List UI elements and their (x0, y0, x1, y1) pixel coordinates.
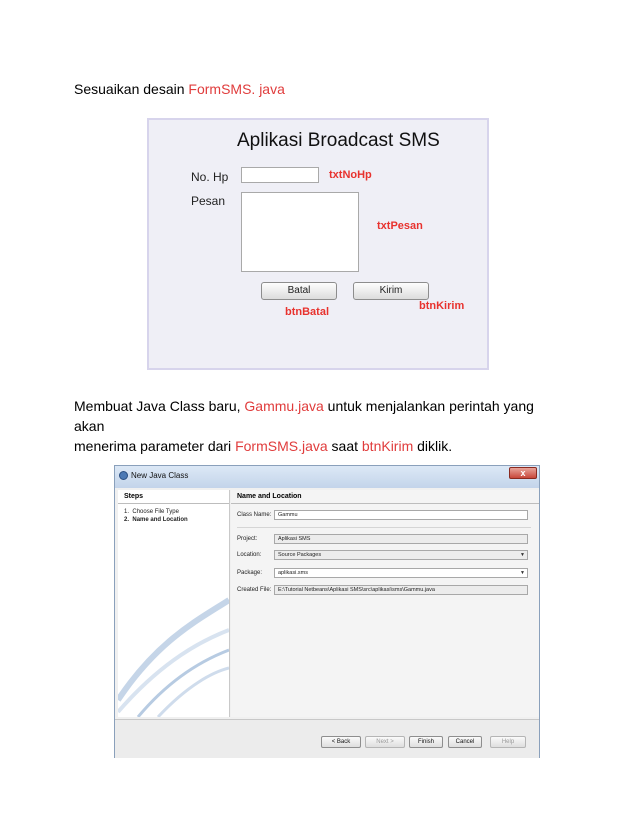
steps-panel (118, 490, 230, 717)
section-header: Name and Location (231, 490, 539, 504)
back-button[interactable]: < Back (321, 736, 361, 748)
btnkirim-highlight: btnKirim (361, 438, 414, 454)
created-file-label: Created File: (237, 587, 272, 593)
formsms-highlight: FormSMS. java (188, 81, 285, 97)
dialog-title: New Java Class (131, 471, 189, 480)
gammu-paragraph: Membuat Java Class baru, Gammu.java untuk menjalankan perintah yang akan menerima parameter dari FormSMS.java saat btnKirim diklik. (74, 398, 534, 454)
help-button[interactable]: Help (490, 736, 526, 748)
project-field: Aplikasi SMS (274, 534, 528, 544)
steps-header: Steps (118, 490, 229, 504)
pesan-label: Pesan (191, 194, 226, 208)
intro-paragraph: Sesuaikan desain FormSMS. java (74, 81, 285, 97)
no-hp-label: No. Hp (191, 170, 229, 184)
dialog-button-bar (115, 719, 539, 758)
package-select[interactable]: aplikasi.sms ▼ (274, 568, 528, 578)
txtnohp-tag: txtNoHp (329, 169, 372, 181)
batal-button[interactable]: Batal (261, 282, 337, 300)
formsms-java-highlight: FormSMS.java (235, 438, 328, 454)
new-java-class-dialog (114, 465, 540, 758)
location-label: Location: (237, 552, 262, 558)
netbeans-swoosh-graphic (118, 490, 229, 717)
class-name-label: Class Name: (237, 512, 272, 518)
step-item: 1. Choose File Type (124, 509, 179, 515)
class-name-input[interactable]: Gammu (274, 510, 528, 520)
pesan-textarea[interactable] (241, 192, 359, 272)
location-select[interactable]: Source Packages ▼ (274, 550, 528, 560)
netbeans-app-icon (119, 471, 128, 480)
finish-button[interactable]: Finish (409, 736, 443, 748)
next-button[interactable]: Next > (365, 736, 405, 748)
no-hp-input[interactable] (241, 167, 319, 183)
project-label: Project: (237, 536, 258, 542)
package-label: Package: (237, 570, 263, 576)
dialog-titlebar (115, 466, 539, 488)
txtpesan-tag: txtPesan (377, 220, 423, 232)
form-title: Aplikasi Broadcast SMS (237, 130, 440, 151)
btnbatal-tag: btnBatal (285, 306, 329, 318)
cancel-button[interactable]: Cancel (448, 736, 482, 748)
btnkirim-tag: btnKirim (419, 300, 465, 312)
created-file-field: E:\Tutorial Netbeans\Aplikasi SMS\src\aplikasi\sms\Gammu.java (274, 585, 528, 595)
step-item-current: 2. Name and Location (124, 517, 188, 523)
formsms-design-figure (147, 118, 489, 370)
kirim-button[interactable]: Kirim (353, 282, 429, 300)
gammu-highlight: Gammu.java (244, 398, 324, 414)
divider (237, 527, 531, 528)
chevron-down-icon: ▼ (520, 570, 525, 576)
close-icon[interactable]: x (509, 467, 537, 479)
chevron-down-icon: ▼ (520, 552, 525, 558)
name-location-panel (231, 490, 539, 717)
